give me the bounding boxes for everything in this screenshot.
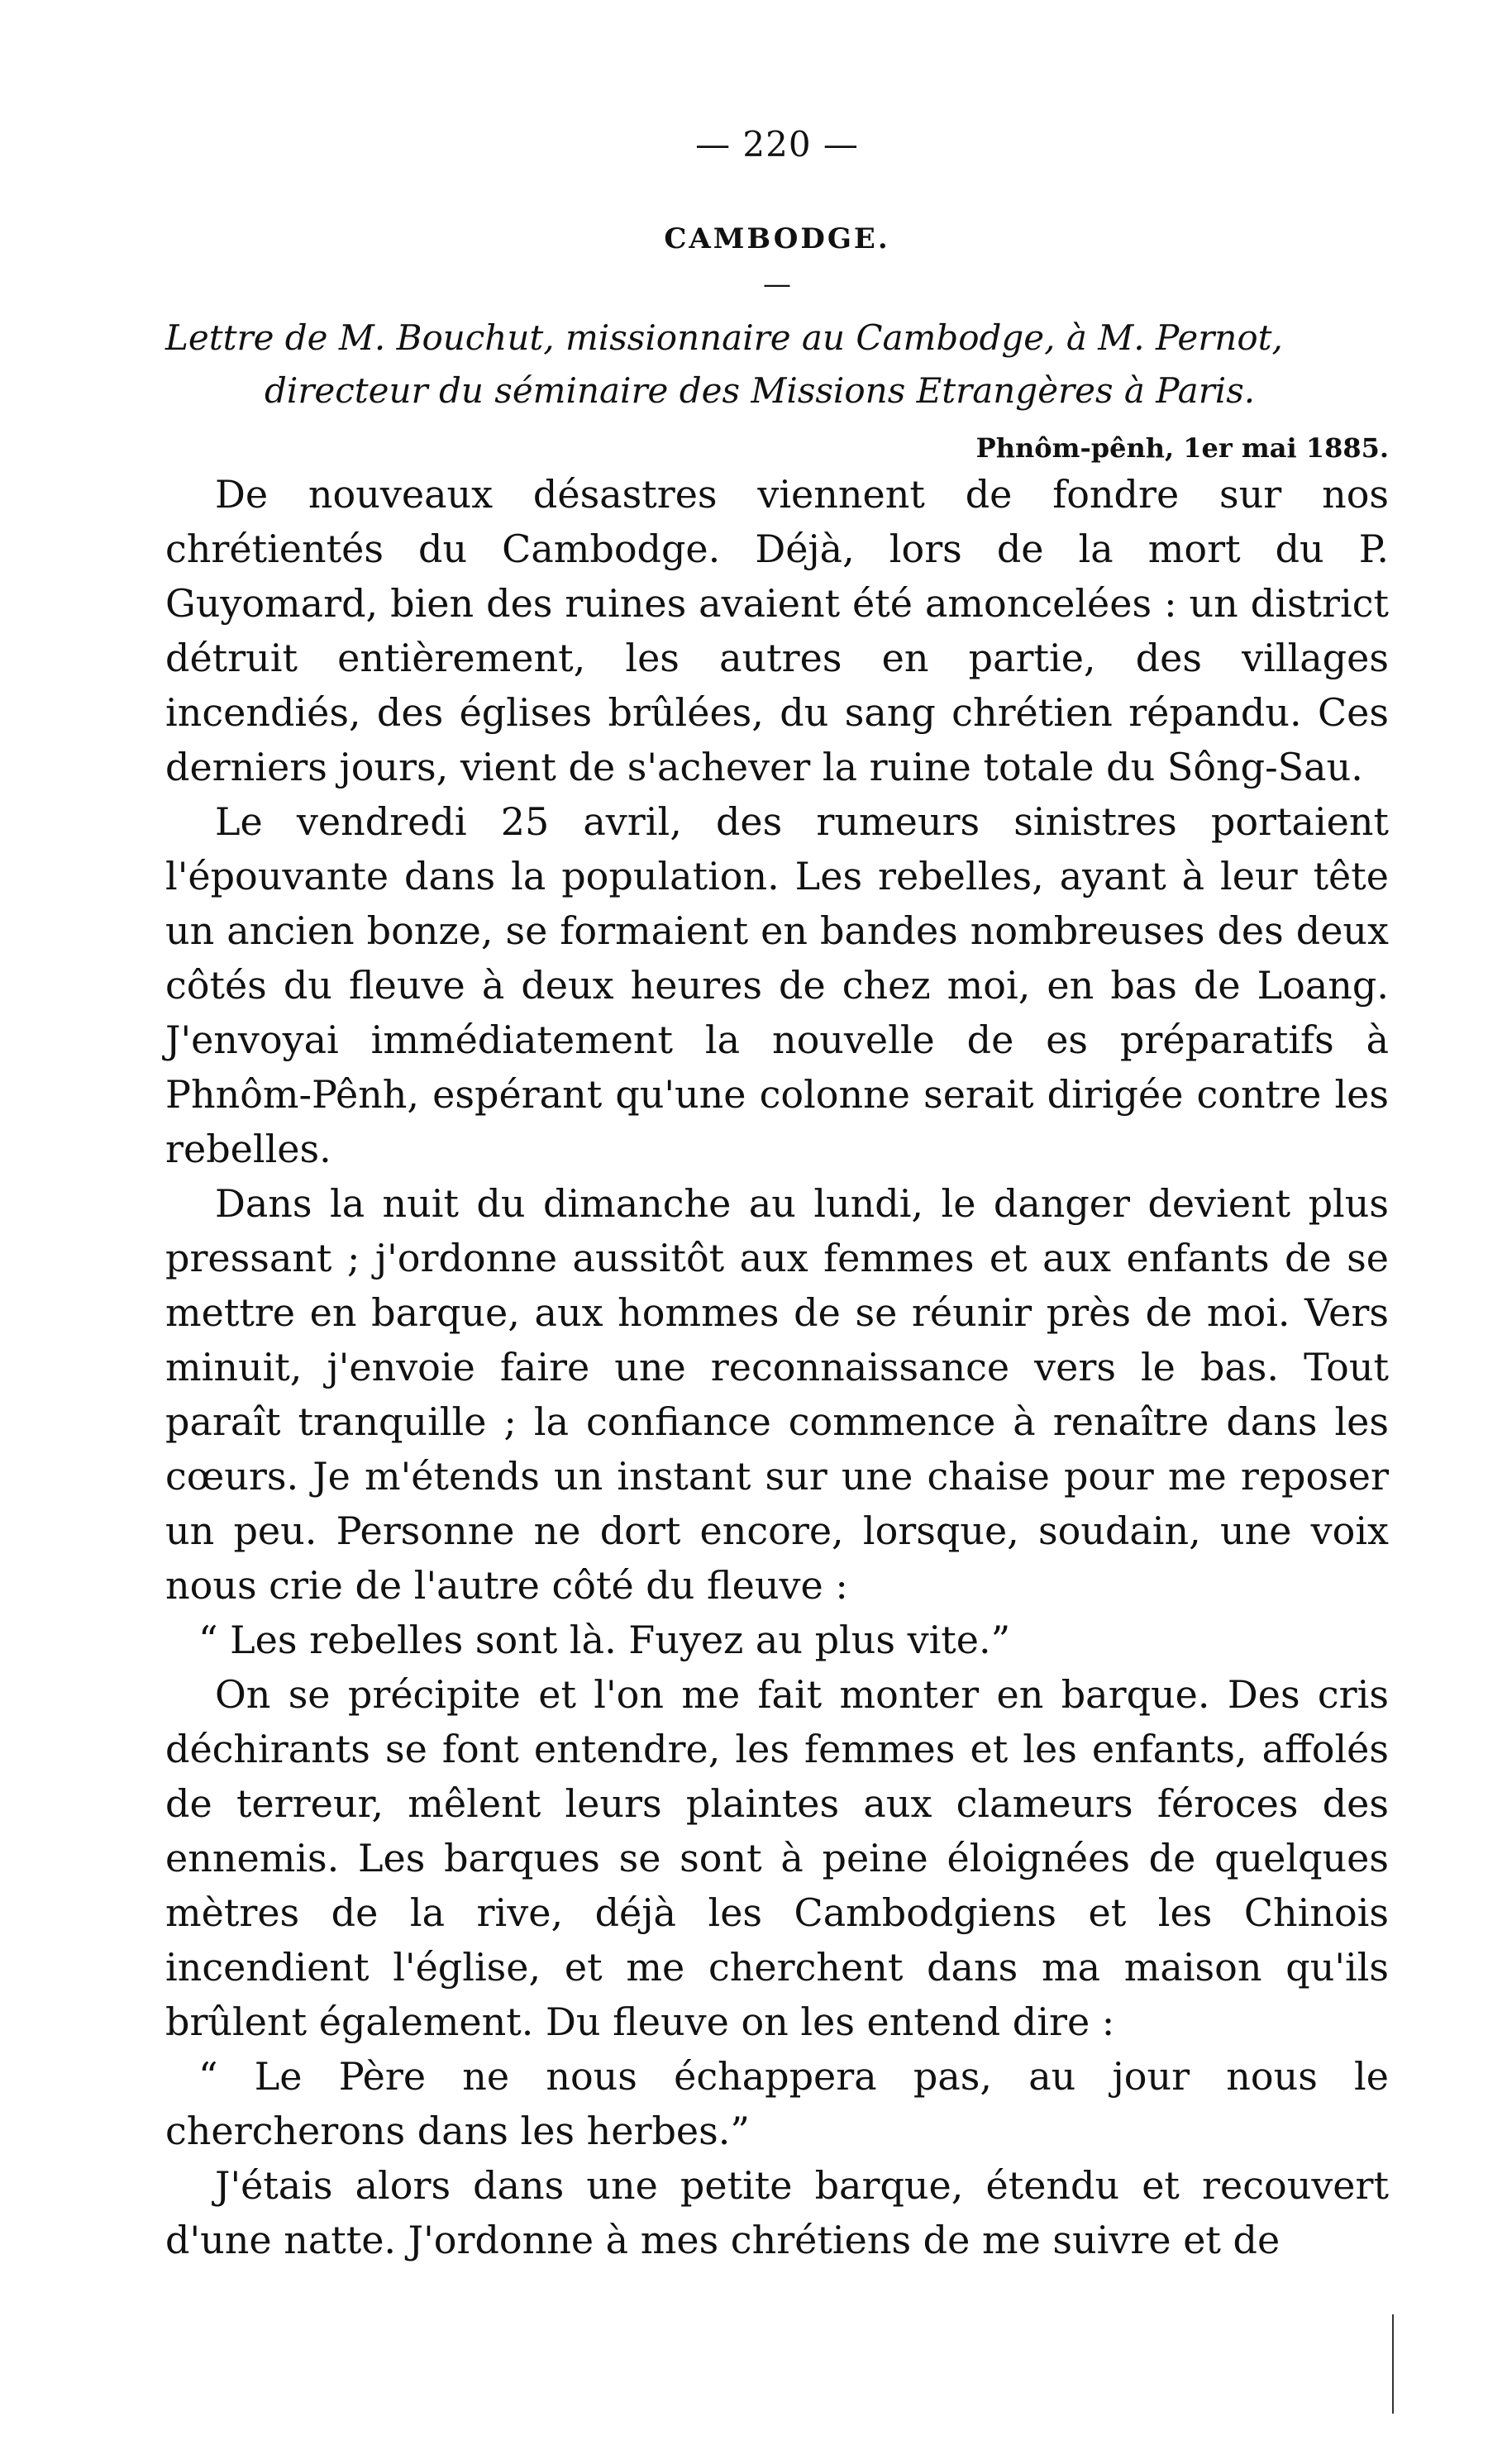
paragraph: De nouveaux désastres viennent de fondre sur nos chrétientés du Cambodge. Déjà, lors de la mort du P. Guyomard, bien des ruines avaient été amoncelées : un district détruit entièrement, les autres en partie, des villages incendiés, des églises brûlées, du sang chrétien répandu. Ces derniers jours, vient de s'achever la ruine totale du Sông-Sau. [165, 472, 1389, 789]
margin-rule [1392, 2314, 1394, 2414]
letter-header [165, 312, 1389, 417]
book-page [165, 124, 1389, 2267]
letter-dateline: Phnôm-pênh, 1er mai 1885. [975, 432, 1389, 464]
letter-header-line-1: Lettre de M. Bouchut, missionnaire au Cambodge, à M. Pernot, [165, 317, 1283, 358]
paragraph: J'étais alors dans une petite barque, étendu et recouvert d'une natte. J'ordonne à mes chrétiens de me suivre et de [165, 2163, 1389, 2262]
quote-paragraph: “ Les rebelles sont là. Fuyez au plus vite.” [198, 1618, 1011, 1662]
paragraph: Le vendredi 25 avril, des rumeurs sinistres portaient l'épouvante dans la population. Les rebelles, ayant à leur tête un ancien bonze, se formaient en bandes nombreuses des deux côtés du fleuve à deux heures de chez moi, en bas de Loang. J'envoyai immédiatement la nouvelle de es préparatifs à Phnôm-Pênh, espérant qu'une colonne serait dirigée contre les rebelles. [165, 799, 1389, 1171]
letter-body [165, 467, 1389, 2267]
page-number: — 220 — [695, 124, 859, 164]
letter-header-line-2: directeur du séminaire des Missions Etrangères à Paris. [265, 370, 1256, 411]
paragraph: Dans la nuit du dimanche au lundi, le danger devient plus pressant ; j'ordonne aussitôt aux femmes et aux enfants de se mettre en barque, aux hommes de se réunir près de moi. Vers minuit, j'envoie faire une reconnaissance vers le bas. Tout paraît tranquille ; la confiance commence à renaître dans les cœurs. Je m'étends un instant sur une chaise pour me reposer un peu. Personne ne dort encore, lorsque, soudain, une voix nous crie de l'autre côté du fleuve : [165, 1181, 1389, 1608]
section-title: CAMBODGE. [664, 222, 890, 255]
paragraph: On se précipite et l'on me fait monter en barque. Des cris déchirants se font entendre, les femmes et les enfants, affolés de terreur, mêlent leurs plaintes aux clameurs féroces des ennemis. Les barques se sont à peine éloignées de quelques mètres de la rive, déjà les Cambodgiens et les Chinois incendient l'église, et me cherchent dans ma maison qu'ils brûlent également. Du fleuve on les entend dire : [165, 1672, 1389, 2044]
section-divider: — [763, 268, 791, 301]
quote-paragraph: “ Le Père ne nous échappera pas, au jour nous le chercherons dans les herbes.” [165, 2054, 1389, 2153]
